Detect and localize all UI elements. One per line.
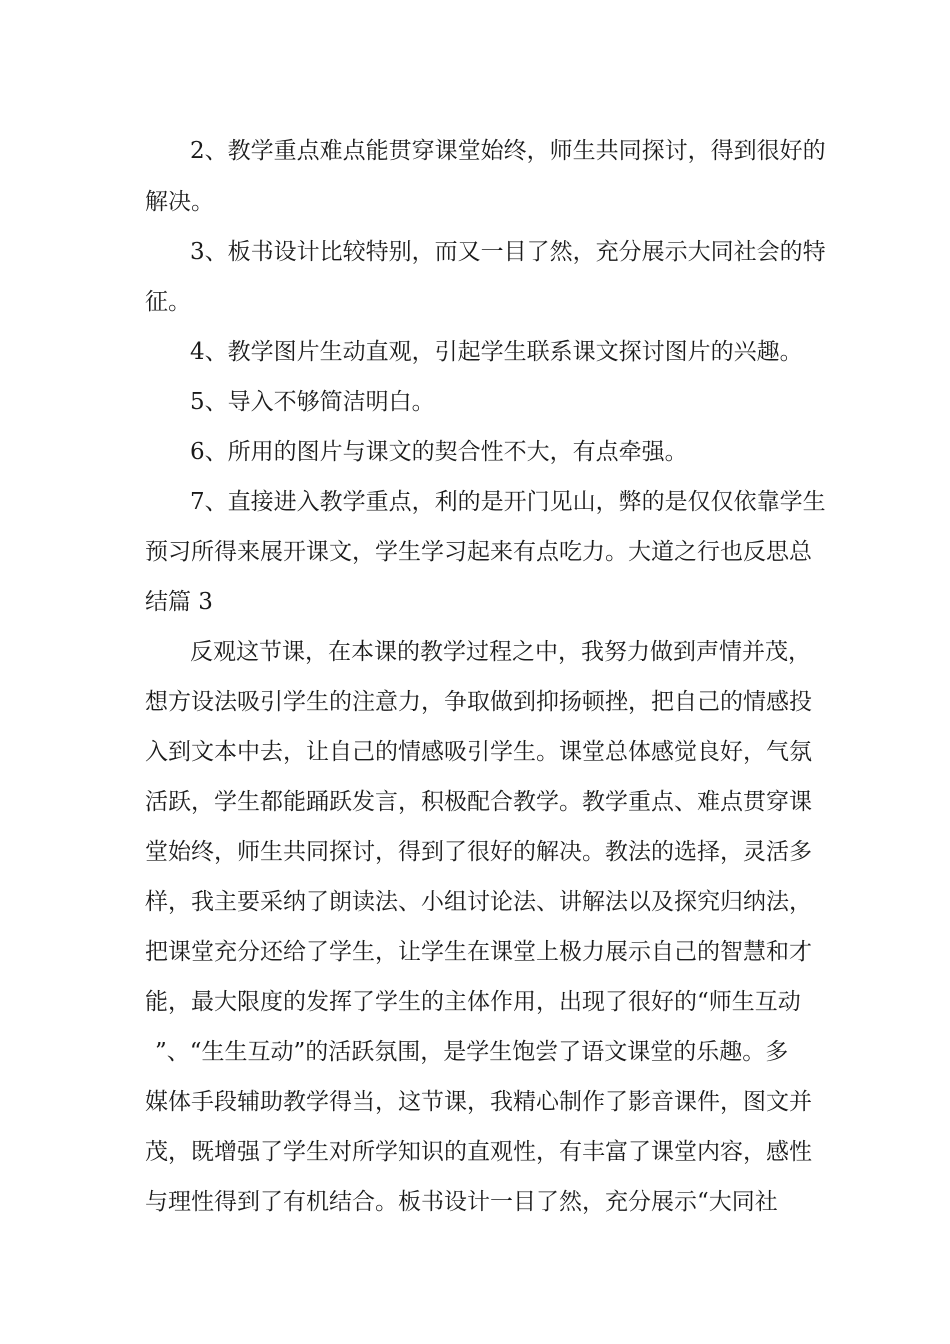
paragraph-line: 5、导入不够简洁明白。: [190, 389, 435, 415]
paragraph-line: 4、教学图片生动直观，引起学生联系课文探讨图片的兴趣。: [190, 339, 803, 365]
paragraph-line: 入到文本中去，让自己的情感吸引学生。课堂总体感觉良好，气氛: [145, 739, 812, 765]
paragraph-line: 样，我主要采纳了朗读法、小组讨论法、讲解法以及探究归纳法，: [145, 889, 812, 915]
paragraph-line: 堂始终，师生共同探讨，得到了很好的解决。教法的选择，灵活多: [145, 839, 812, 865]
paragraph-line: 3、板书设计比较特别，而又一目了然，充分展示大同社会的特: [190, 239, 826, 265]
paragraph-line: 茂，既增强了学生对所学知识的直观性，有丰富了课堂内容，感性: [145, 1139, 812, 1165]
paragraph-line: 想方设法吸引学生的注意力，争取做到抑扬顿挫，把自己的情感投: [145, 689, 812, 715]
paragraph-line: 活跃，学生都能踊跃发言，积极配合教学。教学重点、难点贯穿课: [145, 789, 812, 815]
section-heading-line: 结篇 3: [145, 589, 213, 615]
paragraph-line: 媒体手段辅助教学得当，这节课，我精心制作了影音课件，图文并: [145, 1089, 812, 1115]
paragraph-line: 2、教学重点难点能贯穿课堂始终，师生共同探讨，得到很好的: [190, 138, 826, 164]
paragraph-line: 7、直接进入教学重点，利的是开门见山，弊的是仅仅依靠学生: [190, 489, 826, 515]
paragraph-line: 把课堂充分还给了学生，让学生在课堂上极力展示自己的智慧和才: [145, 939, 812, 965]
paragraph-line: 征。: [145, 289, 191, 315]
paragraph-line: 能，最大限度的发挥了学生的主体作用，出现了很好的“师生互动: [145, 989, 801, 1015]
paragraph-line: 预习所得来展开课文，学生学习起来有点吃力。大道之行也反思总: [145, 539, 812, 565]
paragraph-line: 6、所用的图片与课文的契合性不大，有点牵强。: [190, 439, 688, 465]
paragraph-line: 解决。: [145, 189, 214, 215]
paragraph-line: 反观这节课，在本课的教学过程之中，我努力做到声情并茂，: [190, 639, 811, 665]
paragraph-line: 与理性得到了有机结合。板书设计一目了然，充分展示“大同社: [145, 1189, 778, 1215]
paragraph-line: ”、“生生互动”的活跃氛围，是学生饱尝了语文课堂的乐趣。多: [155, 1039, 789, 1065]
